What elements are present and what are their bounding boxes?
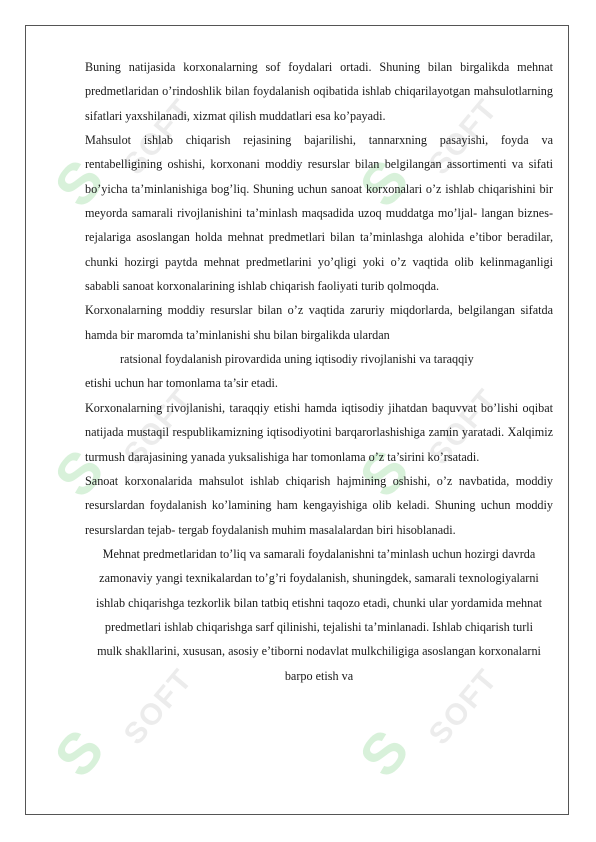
paragraph: Korxonalarning rivojlanishi, taraqqiy etishi hamda iqtisodiy jihatdan baquvvat bo’lishi oqibat natijada mustaqil respublikamizning iqtisodiyotini barqarorlashishiga zamin yaratadi. Xalqimiz turmush darajasining yanada yuksalishiga har tomonlama o’z ta’sirini ko’rsatadi. — [85, 400, 553, 464]
paragraph: Korxonalarning moddiy resurslar bilan o’z vaqtida zaruriy miqdorlarda, belgilangan sifatda hamda bir maromda ta’minlanishi shu bilan birgalikda ulardan — [85, 303, 553, 342]
watermark-logo: SOFT — [422, 92, 505, 181]
watermark-logo: S — [347, 437, 422, 510]
paragraph: Sanoat korxonalarida mahsulot ishlab chiqarish hajmining oshishi, o’z navbatida, moddiy resurslardan foydalanish ko’lamining ham kengayishiga olib keladi. Shuning uchun moddiy resurslardan tejab- tergab foydalanish muhim masalalardan biri hisoblanadi. — [85, 473, 553, 537]
watermark-logo: SOFT — [117, 382, 200, 471]
paragraph: Mehnat predmetlaridan to’liq va samarali foydalanishni ta’minlash uchun hozirgi davrda zamonaviy yangi texnikalardan to’g’ri foydalanish, shuningdek, samarali texnologiyalarni ishlab chiqarishga tezkorlik bilan tatbiq etishni taqozo etadi, chunki ular yordamida mehnat predmetlari ishlab chiqarishga sarf qilinishi, tejalishi ta’minlanadi. Ishlab chiqarish turli mulk shakllarini, xususan, asosiy e’tiborni nodavlat mulkchiligiga asoslangan korxonalarni barpo etish va — [95, 546, 543, 683]
document-body — [85, 55, 553, 688]
watermark-logo: S — [42, 717, 117, 790]
paragraph: Mahsulot ishlab chiqarish rejasining bajarilishi, tannarxning pasayishi, foyda va rentabelligining oshishi, korxonani moddiy resurslar bilan belgilangan assortimenti va sifati bo’yicha ta’minlanishiga bog’liq. Shuning uchun sanoat korxonalari o’z ishlab chiqarishini bir meyorda samarali rivojlanishini ta’minlash maqsadida uzoq muddatga mo’ljal- langan biznes-rejalariga asoslangan holda mehnat predmetlari bilan ta’minlashga alohida e’tibor beradilar, chunki hozirgi paytda mehnat predmetlarini yo’qligi yoki o’z vaqtida olib kelinmaganligi sababli sanoat korxonalarining ishlab chiqarish faoliyati turib qolmoqda. — [85, 133, 553, 294]
watermark-logo: SOFT — [117, 92, 200, 181]
paragraph: Buning natijasida korxonalarning sof foydalari ortadi. Shuning bilan birgalikda mehnat predmetlaridan o’rindoshlik bilan foydalanish oqibatida ishlab chiqarilayotgan mahsulotlarning sifatlari yaxshilanadi, xizmat qilish muddatlari esa ko’payadi. — [85, 60, 553, 123]
watermark-logo: SOFT — [422, 662, 505, 751]
watermark-logo: S — [347, 147, 422, 220]
watermark-logo: S — [42, 147, 117, 220]
watermark-logo: SOFT — [422, 382, 505, 471]
watermark-logo: SOFT — [117, 662, 200, 751]
watermark-logo: S — [347, 717, 422, 790]
paragraph: ratsional foydalanish pirovardida uning iqtisodiy rivojlanishi va taraqqiy — [120, 352, 474, 367]
paragraph: etishi uchun har tomonlama ta’sir etadi. — [85, 376, 278, 391]
watermark-logo: S — [42, 437, 117, 510]
